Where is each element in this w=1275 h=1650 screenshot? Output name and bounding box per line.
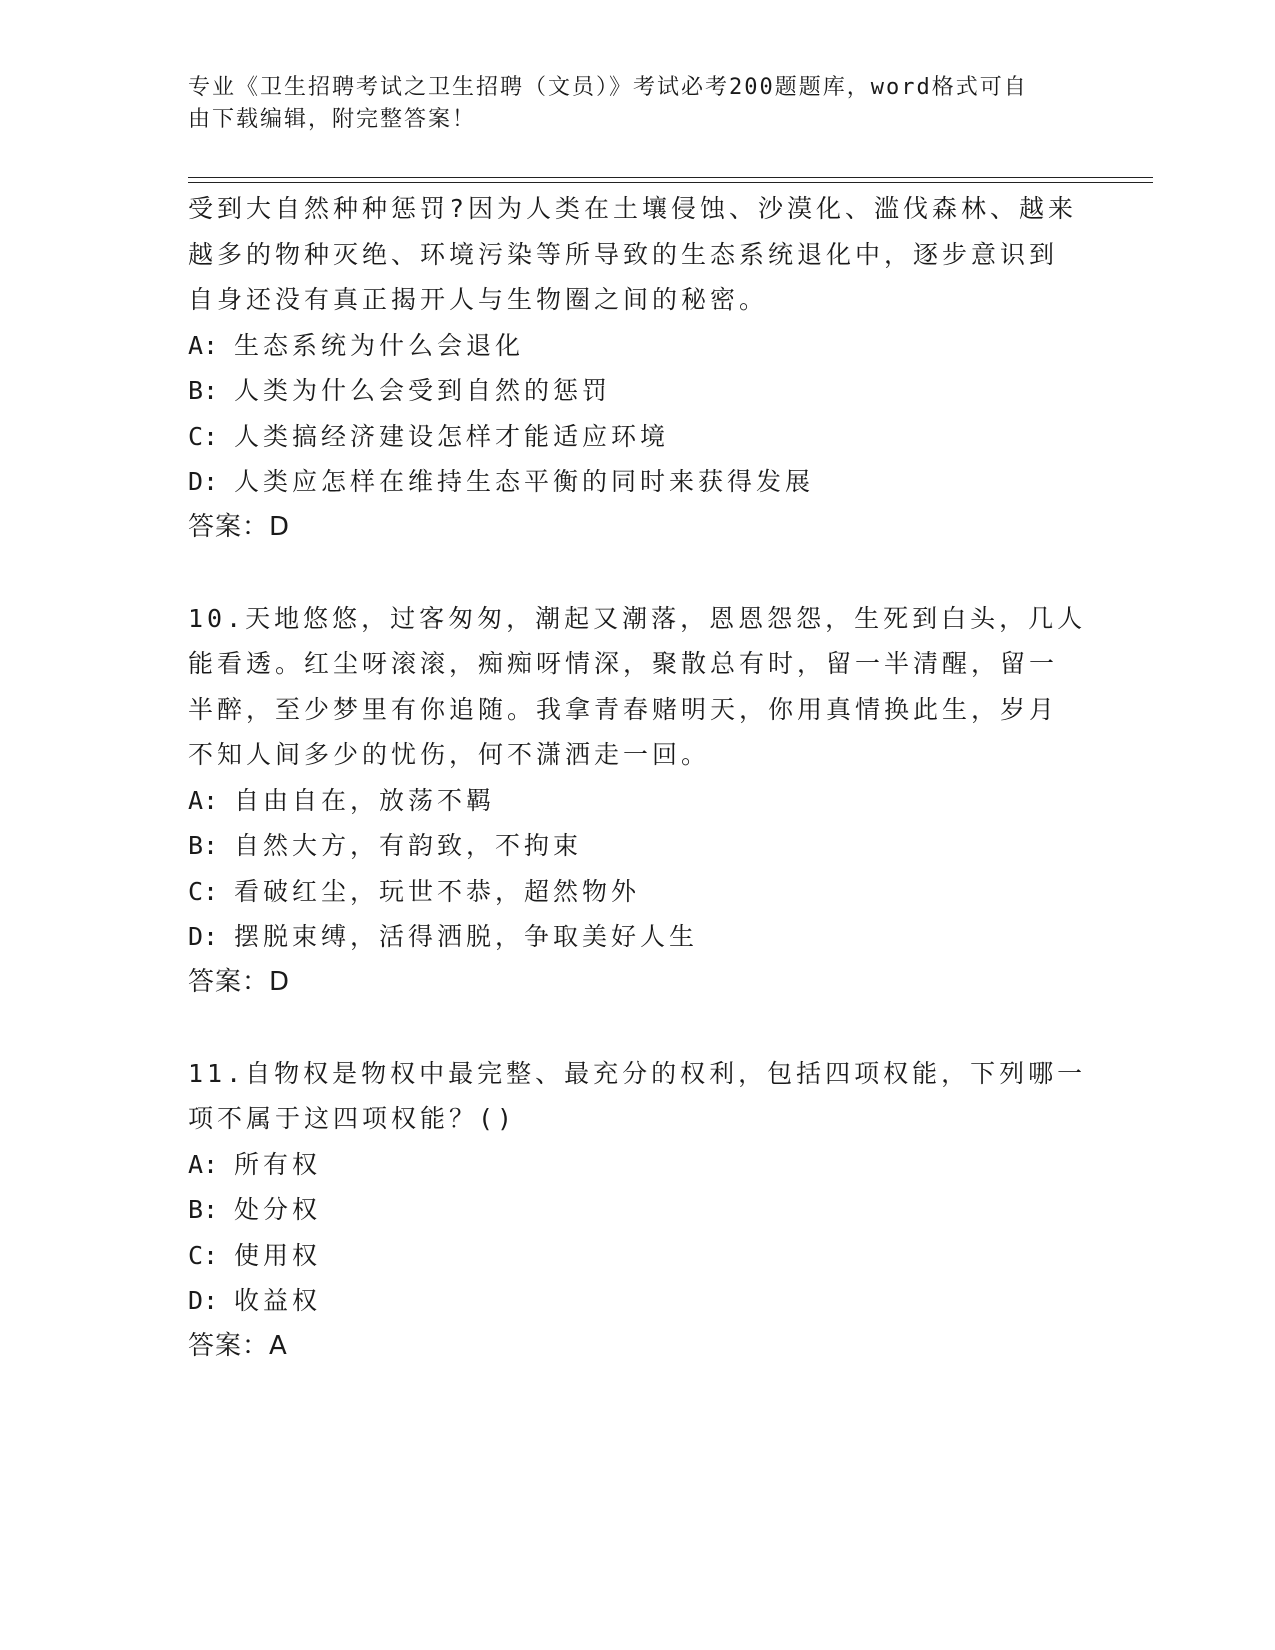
option-d: D: 摆脱束缚，活得洒脱，争取美好人生 [188,922,699,951]
option-c: C: 看破红尘，玩世不恭，超然物外 [188,876,641,906]
question-11 [188,1051,1087,1370]
option-a: A: 生态系统为什么会退化 [188,330,525,360]
header-divider-top [188,177,1153,178]
question-stem-line: 自身还没有真正揭开人与生物圈之间的秘密。 [188,285,769,314]
question-stem-line: 半醉，至少梦里有你追随。我拿青春赌明天，你用真情换此生，岁月 [188,694,1059,724]
question-stem-line: 项不属于这四项权能？() [188,1104,517,1133]
option-b: B: 人类为什么会受到自然的惩罚 [188,376,612,405]
question-10 [188,596,1087,1006]
question-9 [188,186,1078,550]
document-header [188,72,1068,136]
question-stem-line: 越多的物种灭绝、环境污染等所导致的生态系统退化中，逐步意识到 [188,239,1059,269]
answer: 答案：D [188,966,291,997]
option-a: A: 所有权 [188,1149,322,1179]
header-divider-bottom [188,182,1153,183]
header-line-2: 由下载编辑，附完整答案！ [188,107,477,132]
answer: 答案：D [188,511,291,542]
option-d: D: 收益权 [188,1286,322,1315]
question-stem-line: 10.天地悠悠，过客匆匆，潮起又潮落，恩恩怨怨，生死到白头，几人 [188,603,1087,633]
question-stem-line: 11.自物权是物权中最完整、最充分的权利，包括四项权能，下列哪一 [188,1058,1087,1088]
answer: 答案：A [188,1330,288,1361]
option-a: A: 自由自在，放荡不羁 [188,785,496,815]
option-b: B: 自然大方，有韵致，不拘束 [188,831,583,860]
option-c: C: 人类搞经济建设怎样才能适应环境 [188,421,670,451]
option-d: D: 人类应怎样在维持生态平衡的同时来获得发展 [188,467,815,496]
question-stem-line: 不知人间多少的忧伤，何不潇洒走一回。 [188,740,711,769]
question-list [188,186,1087,1369]
option-c: C: 使用权 [188,1240,322,1270]
question-stem-line: 能看透。红尘呀滚滚，痴痴呀情深，聚散总有时，留一半清醒，留一 [188,649,1059,678]
option-b: B: 处分权 [188,1195,322,1224]
header-line-1: 专业《卫生招聘考试之卫生招聘（文员）》考试必考200题题库，word格式可自 [188,75,1028,100]
question-stem-line: 受到大自然种种惩罚?因为人类在土壤侵蚀、沙漠化、滥伐森林、越来 [188,194,1078,223]
